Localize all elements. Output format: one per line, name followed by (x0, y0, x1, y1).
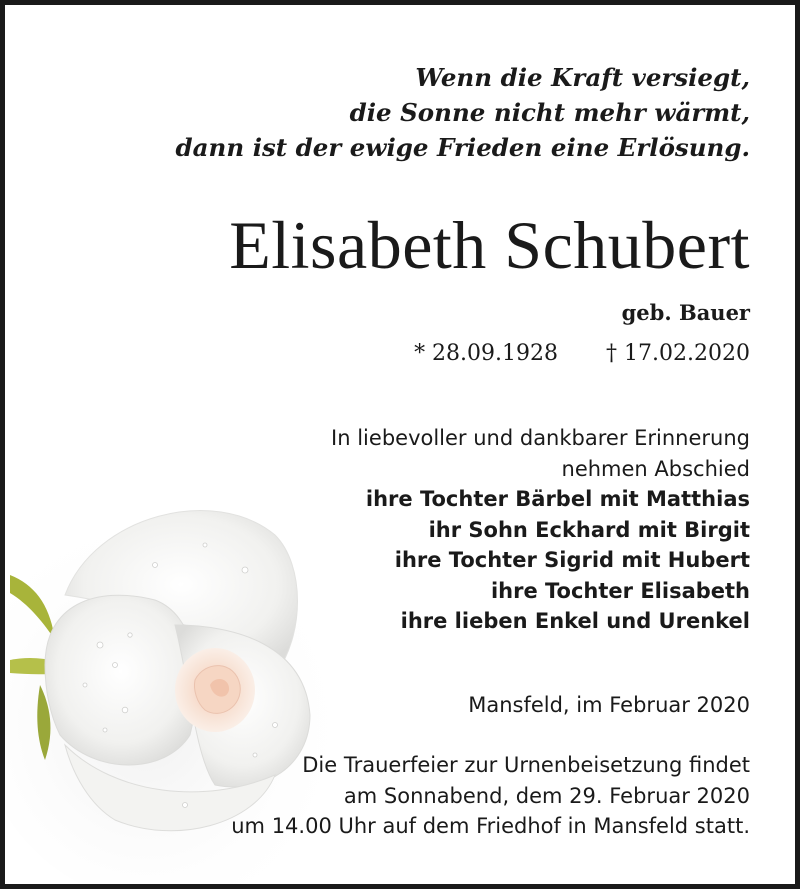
deceased-name: Elisabeth Schubert (229, 207, 750, 283)
mourner-entry: ihre Tochter Elisabeth (490, 578, 750, 603)
quote-line: dann ist der ewige Frieden eine Erlösung. (175, 133, 750, 162)
funeral-line: um 14.00 Uhr auf dem Friedhof in Mansfeld statt. (231, 814, 750, 838)
mourners-intro-line: nehmen Abschied (561, 456, 750, 481)
mourners-intro-line: In liebevoller und dankbarer Erinnerung (331, 426, 750, 450)
mourner-entry: ihre Tochter Sigrid mit Hubert (394, 548, 750, 572)
funeral-line: am Sonnabend, dem 29. Februar 2020 (343, 783, 750, 808)
mourner-entry: ihre lieben Enkel und Urenkel (400, 609, 750, 633)
funeral-notice (231, 750, 750, 842)
place-and-date: Mansfeld, im Februar 2020 (468, 693, 750, 717)
quote-line: die Sonne nicht mehr wärmt, (349, 98, 750, 127)
birth-name: geb. Bauer (621, 300, 750, 325)
quote (176, 60, 750, 165)
death-date: † 17.02.2020 (606, 341, 750, 366)
quote-line: Wenn die Kraft versiegt, (415, 63, 750, 92)
mourner-entry: ihr Sohn Eckhard mit Birgit (428, 517, 750, 542)
birth-date: * 28.09.1928 (414, 341, 559, 366)
mourners-section (331, 423, 750, 637)
life-dates (414, 337, 750, 371)
funeral-line: Die Trauerfeier zur Urnenbeisetzung findet (302, 753, 750, 777)
mourner-entry: ihre Tochter Bärbel mit Matthias (365, 487, 750, 511)
